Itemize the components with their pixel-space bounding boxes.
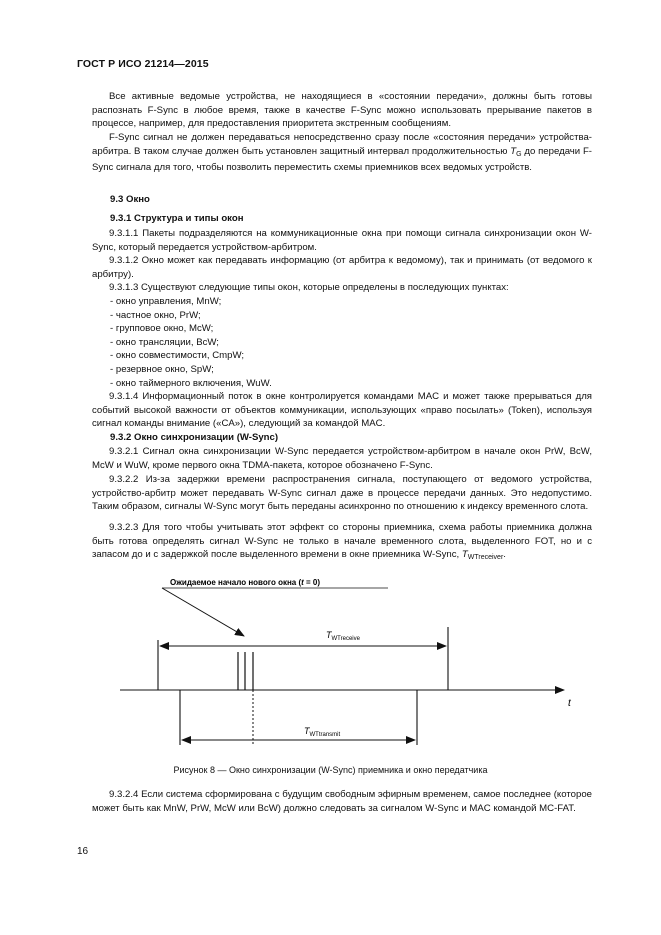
section-heading-9-3-2: 9.3.2 Окно синхронизации (W-Sync) [110, 432, 279, 443]
list-item: - резервное окно, SpW; [110, 363, 272, 377]
expected-window-start-label: Ожидаемое начало нового окна (t = 0) [170, 578, 321, 587]
paragraph-9-3-2-3: 9.3.2.3 Для того чтобы учитывать этот эффект со стороны приемника, схема работы приемника должна быть готова определять сигнал W-Sync не только в начале временного слота, выделенного FOT, но и с запасом до и с задержкой после выделенного времени в окне приемника W-Sync, $T_{WTreceiver}$. [92, 522, 592, 562]
paragraph-fsync-guard-text-a: F-Sync сигнал не должен передаваться непосредственно сразу после «состояния передачи» устройства-арбитра. В таком случае должен быть установлен защитный интервал продолжительностью [92, 132, 592, 157]
page-number: 16 [77, 846, 89, 857]
twtreceiver-subscript: WTreceiver [467, 554, 504, 562]
wsync-timing-figure [92, 570, 582, 755]
paragraph-9-3-2-4: 9.3.2.4 Если система сформирована с будущим свободным эфирным временем, самое последнее (которое может быть как MnW, PrW, McW или BcW) должно следовать за сигналом W-Sync и MAC командой MC-FAT. [92, 789, 592, 814]
list-item: - окно таймерного включения, WuW. [110, 377, 272, 391]
section-heading-9-3-1: 9.3.1 Структура и типы окон [110, 213, 244, 224]
paragraph-fsync-ready: Все активные ведомые устройства, не находящиеся в «состоянии передачи», должны быть готовы распознать F-Sync в любое время, также в качестве F-Sync можно использовать прерывание пакетов в процессе, например, для предоставления приоритета экстренным сообщениям. [92, 91, 592, 130]
list-item: - окно трансляции, BcW; [110, 336, 272, 350]
list-item: - окно совместимости, CmpW; [110, 349, 272, 363]
window-types-list [110, 295, 272, 390]
t-wtreceive-label: $T_{WTreceive}$ [326, 630, 360, 642]
tg-subscript: G [516, 150, 522, 158]
document-header: ГОСТ Р ИСО 21214—2015 [77, 58, 209, 70]
t-wttransmit-label: $T_{WTtransmit}$ [304, 726, 341, 738]
paragraph-fsync-guard [92, 131, 592, 175]
list-item: - групповое окно, McW; [110, 322, 272, 336]
paragraph-9-3-2-1: 9.3.2.1 Сигнал окна синхронизации W-Sync передается устройством-арбитром в начале окон PrW, BcW, McW и WuW, кроме первого окна TDMA-пакета, которое обозначено F-Sync. [92, 446, 592, 471]
paragraph-9-3-1-1: 9.3.1.1 Пакеты подразделяются на коммуникационные окна при помощи сигнала синхронизации окон W-Sync, который передается устройством-арбитром. [92, 228, 592, 253]
paragraph-9-3-1-2: 9.3.1.2 Окно может как передавать информацию (от арбитра к ведомому), так и принимать (от ведомого к арбитру). [92, 255, 592, 280]
annotation-pointer-arrow [162, 588, 244, 636]
paragraph-fsync-guard-text-b: до передачи F-Sync сигнала для того, чтобы позволить переместить схемы приемников всех ведомых устройств. [92, 145, 592, 174]
list-item: - частное окно, PrW; [110, 309, 272, 323]
paragraph-9-3-1-3: 9.3.1.3 Существуют следующие типы окон, которые определены в последующих пунктах: [109, 282, 509, 293]
paragraph-9-3-2-2: 9.3.2.2 Из-за задержки времени распространения сигнала, поступающего от ведомого устройства, устройство-арбитр может передавать W-Sync сигнал даже в процессе передачи данных. Это недопустимо. Таким образом, сигналы W-Sync могут быть переданы асинхронно по отношению к индексу временного слота. [92, 474, 592, 513]
paragraph-9-3-2-3-text: 9.3.2.3 Для того чтобы учитывать этот эффект со стороны приемника, схема работы приемника должна быть готова определять сигнал W-Sync не только в начале временного слота, выделенного FOT, но и с запасом до и с задержкой после выделенного времени в окне приемника W-Sync, [92, 522, 592, 561]
tg-symbol: T [510, 145, 517, 157]
list-item: - окно управления, MnW; [110, 295, 272, 309]
twtreceiver-symbol: T [461, 549, 468, 561]
figure-caption: Рисунок 8 — Окно синхронизации (W-Sync) приемника и окно передатчика [173, 765, 488, 775]
time-axis-label: t [568, 698, 571, 709]
paragraph-9-3-1-4: 9.3.1.4 Информационный поток в окне контролируется командами MAC и может также прерываться для событий высокой важности от объектов коммуникации, использующих «право посылать» (Token), используя сигнал команды внимание («CA»), следующий за командой MAC. [92, 391, 592, 430]
section-heading-9-3: 9.3 Окно [110, 194, 150, 205]
